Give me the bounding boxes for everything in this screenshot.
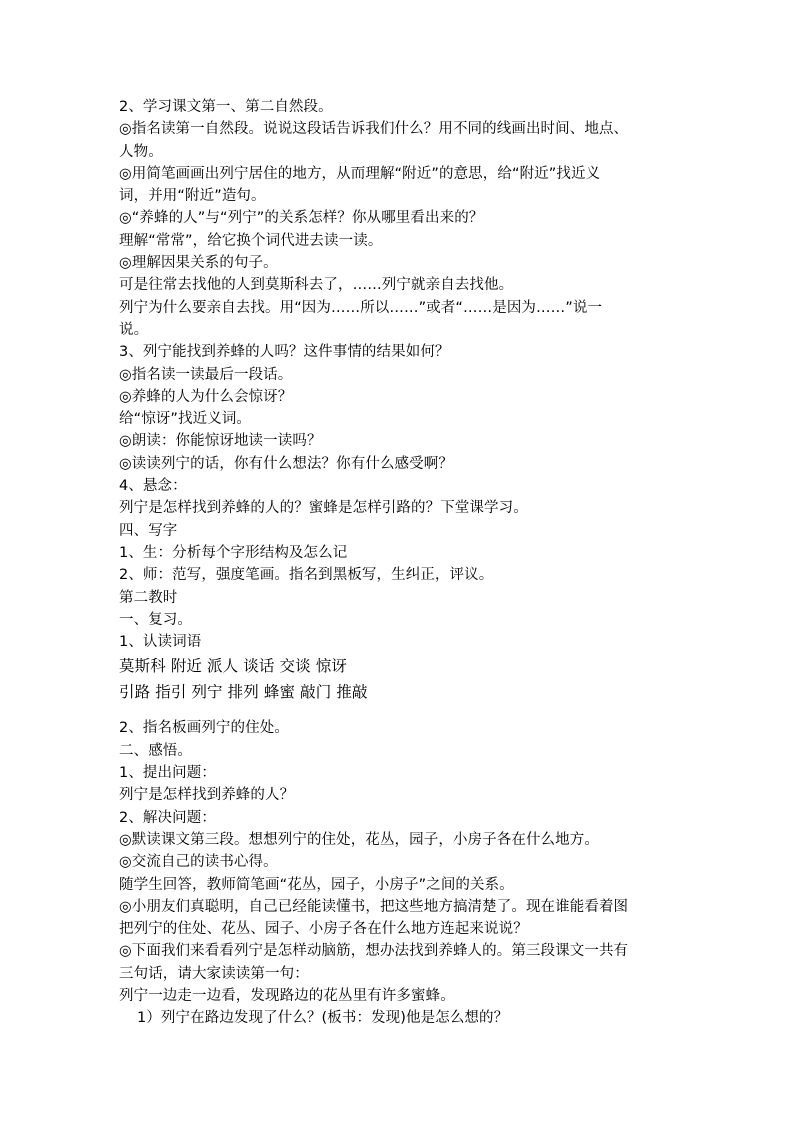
text-line: 4、悬念： [119, 478, 187, 495]
text-line: ◎朗读：你能惊讶地读一读吗？ [119, 433, 322, 450]
text-line: 一、复习。 [119, 611, 192, 628]
blank-line [119, 705, 679, 717]
text-line: 理解“常常”，给它换个词代进去读一读。 [119, 232, 383, 249]
text-line: ◎养蜂的人为什么会惊讶？ [119, 388, 293, 405]
text-line: 列宁是怎样找到养蜂的人的？蜜蜂是怎样引路的？下堂课学习。 [119, 500, 528, 517]
text-line: ◎读读列宁的话，你有什么想法？你有什么感受啊？ [119, 455, 453, 472]
text-line: 列宁是怎样找到养蜂的人？ [119, 787, 295, 804]
text-line: ◎小朋友们真聪明，自己已经能读懂书，把这些地方搞清楚了。现在谁能看着图 [119, 898, 629, 915]
text-line: 2、指名板画列宁的住处。 [119, 720, 289, 737]
text-line: 1、生：分析每个字形结构及怎么记 [119, 544, 348, 561]
text-line: 1、认读词语 [119, 634, 202, 651]
text-line: 说。 [119, 321, 149, 338]
text-line: 词，并用“附近”造句。 [119, 188, 266, 205]
text-line: 第二教时 [119, 589, 178, 606]
document-body [119, 96, 679, 1030]
text-line: 把列宁的住处、花丛、园子、小房子各在什么地方连起来说说？ [119, 921, 528, 938]
text-line: 列宁一边走一边看，发现路边的花丛里有许多蜜蜂。 [119, 987, 455, 1004]
text-line: 2、学习课文第一、第二自然段。 [119, 99, 333, 115]
text-line: ◎“养蜂的人”与“列宁”的关系怎样？你从哪里看出来的？ [119, 210, 484, 227]
text-line: 人物。 [119, 143, 163, 160]
text-line: 三句话，请大家读读第一句： [119, 965, 309, 982]
text-line: ◎默读课文第三段。想想列宁的住处，花丛，园子，小房子各在什么地方。 [119, 831, 599, 848]
text-line: ◎交流自己的读书心得。 [119, 854, 278, 871]
text-line: ◎下面我们来看看列宁是怎样动脑筋，想办法找到养蜂人的。第三段课文一共有 [119, 943, 629, 960]
text-line: ◎理解因果关系的句子。 [119, 255, 278, 272]
text-line: ◎指名读一读最后一段话。 [119, 366, 293, 383]
text-line: 列宁为什么要亲自去找。用“因为……所以……”或者“……是因为……”说一 [119, 299, 603, 316]
text-line: 二、感悟。 [119, 742, 192, 759]
text-line: 四、写字 [119, 522, 178, 539]
text-line: ◎用简笔画画出列宁居住的地方，从而理解“附近”的意思，给“附近”找近义 [119, 165, 601, 182]
text-line: 1）列宁在路边发现了什么？(板书：发现)他是怎么想的？ [137, 1010, 509, 1027]
text-line: 2、解决问题： [119, 809, 216, 826]
text-line: 3、列宁能找到养蜂的人吗？这件事情的结果如何？ [119, 344, 450, 361]
text-line: ◎指名读第一自然段。说说这段话告诉我们什么？用不同的线画出时间、地点、 [119, 121, 629, 138]
text-line: 随学生回答，教师简笔画“花丛，园子，小房子”之间的关系。 [119, 876, 514, 893]
text-line: 可是往常去找他的人到莫斯科去了，……列宁就亲自去找他。 [119, 277, 514, 294]
vocabulary-line: 莫斯科 附近 派人 谈话 交谈 惊讶 [119, 657, 347, 676]
vocabulary-line: 引路 指引 列宁 排列 蜂蜜 敲门 推敲 [119, 683, 368, 702]
text-line: 1、提出问题： [119, 765, 216, 782]
text-line: 2、师：范写，强度笔画。指名到黑板写，生纠正，评议。 [119, 567, 494, 584]
text-line: 给“惊讶”找近义词。 [119, 411, 252, 428]
